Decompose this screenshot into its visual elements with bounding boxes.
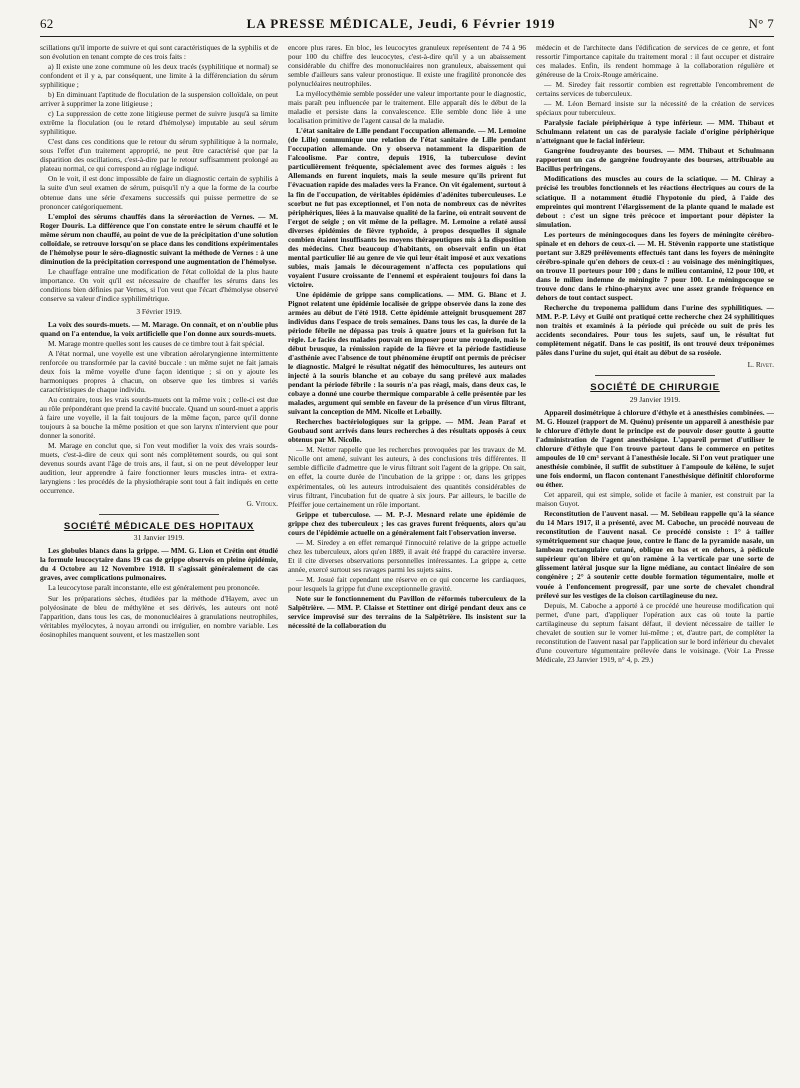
paragraph: Le chauffage entraîne une modification de l'état colloïdal de la plus haute importance. On voit qu'il est nécessaire de chauffer les sérums dans les conditions bien définies par Vernes, si l'on veut que l'écart d'hémolyse observé conserve sa valeur d'indice syphilimétrique. [40,266,278,303]
column-3 [536,43,774,1088]
paragraph: a) Il existe une zone commune où les deux tracés (syphilitique et normal) se confondent et il y a, par conséquent, une limite à la différenciation du sérum syphilitique ; [40,62,278,90]
paragraph: Cet appareil, qui est simple, solide et facile à manier, est construit par la maison Guyot. [536,490,774,509]
page-number: 62 [40,16,54,31]
article-paragraph: L'état sanitaire de Lille pendant l'occupation allemande. — M. Lemoine (de Lille) communique une relation de l'état sanitaire de Lille pendant l'occupation allemande. On y observa notamment la disparition de l'alcoolisme. Par contre, depuis 1916, la tuberculose devint particulièrement fréquente, spécialement avec des formes aiguës : les Allemands en furent inquiets, mais la seule mesure qu'ils prirent fut l'évacuation rapide des malades vers la France. On vit également, surtout à la fin de l'occupation, de véritables épidémies d'adénites tuberculeuses. Le scorbut ne fut pas exceptionnel, et l'on nota de nombreux cas de névrites périphériques, liées à la mauvaise qualité de la farine, où entrait souvent de l'ergot de seigle ; on vit même de la pellagre. M. Lemoine a relaté aussi diverses épidémies de fièvre typhoïde, à propos desquelles il signale combien étaient insuffisants les moyens thérapeutiques mis à la disposition des médecins. Chez beaucoup d'habitants, on observait enfin un état mental particulier lié au genre de vie qui leur était imposé et aux vexations subies, mais jamais le découragement n'affecta ces populations qui voyaient l'usure croissante de l'ennemi et espéraient toujours foi dans la victoire. [288,126,526,289]
paragraph: scillations qu'il importe de suivre et qui sont caractéristiques de la syphilis et de son évolution en tenant compte de ces trois faits : [40,43,278,62]
page-header [40,16,774,37]
signature: L. Rivet. [747,360,774,370]
paragraph: M. Marage en conclut que, si l'on veut modifier la voix des vrais sourds-muets, c'est-à-dire de ceux qui sont nés complètement sourds, ou qui sont devenus sourds avant l'âge de trois ans, il faut, si on ne peut développer leur audition, leur apprendre à faire fonctionner leurs muscles intra- et extra-laryngiens : les procédés de la physiothérapie sont tout à fait indiqués en cette occurrence. [40,441,278,496]
paragraph: — M. Josué fait cependant une réserve en ce qui concerne les cardiaques, pour lesquels la grippe fut d'une exceptionnelle gravité. [288,574,526,593]
article-paragraph: Paralysie faciale périphérique à type inférieur. — MM. Thibaut et Schulmann relatent un cas de paralysie faciale d'origine périphérique n'atteignant que le facial inférieur. [536,118,774,146]
paragraph: — M. Netter rappelle que les recherches provoquées par les travaux de M. Nicolle ont amené, suivant les auteurs, à des conclusions très différentes. Il semble difficile d'admettre que le virus filtrant soit l'agent de la grippe. On sait, en effet, la courte durée de l'incubation de la grippe : or, dans les grippes expérimentales, où les auteurs introduisaient des quantités considérables de virus filtrant, l'incubation fut de quatre à six jours. Par ailleurs, le bacille de Pfeiffer joue certainement un rôle important. [288,445,526,509]
paragraph: M. Marage montre quelles sont les causes de ce timbre tout à fait spécial. [48,338,265,348]
article-paragraph: Reconstitution de l'auvent nasal. — M. Sebileau rappelle qu'à la séance du 14 Mars 1917, il a présenté, avec M. Caboche, un procédé nouveau de reconstitution de l'auvent nasal. Ce procédé consiste : 1° à tailler symétriquement sur chaque joue, contre le flanc de la pyramide nasale, un lambeau rectangulaire cutané, oblique en bas et en dehors, à pédicule supérieur qu'on libère et qu'on ramène à la verticale par une sorte de glissement latéral jusque sur la ligne médiane, au contact linéaire de son congénère ; 2° à soutenir cette double formation tégumentaire, molle et vouée à l'enfoncement progressif, par une sorte de chevalet chondral prélevé sur les vestiges de la cloison cartilagineuse du nez. [536,509,774,600]
article-paragraph: La voix des sourds-muets. — M. Marage. On connaît, et on n'oublie plus quand on l'a entendue, la voix artificielle que l'on donne aux sourds-muets. [40,319,278,338]
section-title: SOCIÉTÉ MÉDICALE DES HOPITAUX [63,520,255,532]
article-paragraph: Appareil dosimétrique à chlorure d'éthyle et à anesthésies combinées. — M. G. Houzel (rapport de M. Quénu) présente un appareil à anesthésie par le chlorure d'éthyle dont le principe est de pouvoir doser goutte à goutte l'administration de l'agent anesthésique. L'appareil permet d'utiliser le chlorure d'éthyle que l'on trouve partout dans le commerce en petites ampoules de 10 cm³ servant à l'anesthésie locale. Si l'on veut pratiquer une anesthésie combinée, il suffit de substituer à l'ampoule de kélène, le sujet une fois endormi, un flacon contenant l'anesthésique définitif chloroforme ou éther. [536,407,774,490]
divider [595,375,715,376]
signature: G. Vitoux. [246,498,278,508]
paragraph: Au contraire, tous les vrais sourds-muets ont la même voix ; celle-ci est due au rôle prépondérant que prend la cavité buccale. Quand un sourd-muet a appris à faire une voyelle, il la fait toujours de la même façon, parce qu'il donne toujours à sa bouche la même position et que son larynx n'intervient que pour donner la sonorité. [40,395,278,441]
paragraph: — M. Léon Bernard insiste sur la nécessité de la création de services spéciaux pour tuberculeux. [536,99,774,118]
section-title: SOCIÉTÉ DE CHIRURGIE [590,382,720,394]
paragraph: A l'état normal, une voyelle est une vibration aérolaryngienne intermittente renforcée ou transformée par la cavité buccale : un même sujet ne fait jamais deux fois la même voyelle d'une façon identique ; si on y ajoute les harmoniques propres à chacun, on observe que les timbres si variés caractéristiques de chaque individu. [40,349,278,395]
issue-number: N° 7 [748,16,774,31]
paragraph: La myélocythémie semble posséder une valeur importante pour le diagnostic, mais paraît peu influencée par le traitement. Elle apparaît dès le début de la maladie et persiste dans la convalescence. Elle semble donc liée à une localisation primitive de l'agent causal de la maladie. [288,89,526,126]
article-paragraph: Les porteurs de méningocoques dans les foyers de méningite cérébro-spinale et en dehors de ceux-ci. — M. H. Stévenin rapporte une statistique portant sur 3.829 prélèvements effectués tant dans les foyers de méningite cérébro-spinale qu'en dehors de ceux-ci : au voisinage des méningitiques, on trouve 11 porteurs pour 100 ; dans le milieu contaminé, 12 pour 100, et dans le milieu indemne de méningite 7 pour 100. Le méningocoque se trouve donc dans le rhino-pharynx avec une assez grande fréquence en dehors de tout contact suspect. [536,229,774,302]
paragraph: — M. Siredey fait ressortir combien est regrettable l'encombrement de certains services de tuberculeux. [536,80,774,99]
column-1 [40,43,278,1088]
journal-title-date: LA PRESSE MÉDICALE, Jeudi, 6 Février 1919 [246,16,556,31]
paragraph: — M. Siredey a en effet remarqué l'innocuité relative de la grippe actuelle chez les tuberculeux, alors qu'en 1889, il avait été frappé du caractère inverse. Et il cite diverses observations personnelles intéressantes. La grippe a, cette année, exercé surtout ses ravages parmi les sujets sains. [288,537,526,574]
columns [40,43,774,1088]
paragraph: b) En diminuant l'aptitude de floculation de la suspension colloïdale, on peut arriver à supprimer la zone litigieuse ; [40,90,278,109]
article-paragraph: Gangrène foudroyante des bourses. — MM. Thibaut et Schulmann rapportent un cas de gangrène foudroyante des bourses, attribuable au Bacillus perfringens. [536,146,774,174]
column-2 [288,43,526,1088]
article-paragraph: Recherches bactériologiques sur la grippe. — MM. Jean Paraf et Goubaud sont arrivés dans leurs recherches à des résultats opposés à ceux obtenus par M. Nicolle. [288,417,526,445]
article-paragraph: Note sur le fonctionnement du Pavillon de réformés tuberculeux de la Salpêtrière. — MM. P. Claisse et Stettiner ont dirigé pendant deux ans ce service improvisé sur des terrains de la Salpêtrière. Ils insistent sur la nécessité de la collaboration du [288,593,526,630]
paragraph: Sur les préparations sèches, étudiées par la méthode d'Hayem, avec un polyéosinate de bleu de méthylène et ses dérivés, les auteurs ont noté l'apparition, dans tous les cas, de mononucléaires à granulations neutrophiles, véritables myélocytes, à noyau arrondi ou irrégulier, en nombre variable. Les éosinophiles manquent souvent, et les mastzellen sont [40,593,278,639]
paragraph: C'est dans ces conditions que le retour du sérum syphilitique à la normale, sous l'effet d'un traitement approprié, ne peut être caractérisé que par la disparition des oscillations, c'est-à-dire par le retour suffisamment prolongé au plateau normal, ce qui correspond au réglage indiqué. [40,137,278,174]
paragraph: c) La suppression de cette zone litigieuse permet de suivre jusqu'à sa limite extrême la floculation (ou le retard d'hémolyse) imputable au seul sérum syphilitique. [40,109,278,137]
article-paragraph: L'emploi des sérums chauffés dans la séroréaction de Vernes. — M. Roger Douris. La différence que l'on constate entre le sérum chauffé et le même sérum non chauffé, au point de vue de la précipitation d'une solution colloïdale, se retrouve lorsqu'on se place dans les conditions expérimentales de l'hémolyse pour le séro-diagnostic suivant la méthode de Vernes : à une diminution de la précipitation correspond une augmentation de l'hémolyse. [40,211,278,266]
divider [99,514,219,515]
article-paragraph: Grippe et tuberculose. — M. P.-J. Mesnard relate une épidémie de grippe chez des tuberculeux ; les cas graves furent fréquents, alors qu'au cours de l'épidémie actuelle on a généralement fait l'observation inverse. [288,509,526,537]
paragraph: encore plus rares. En bloc, les leucocytes granuleux représentent de 74 à 96 pour 100 du chiffre des leucocytes, c'est-à-dire qu'il y a un abaissement considérable du chiffre des mononucléaires non granuleux, abaissement qui semble d'ailleurs sans valeur pronostique. Il existe une fragilité prononcée des polynucléaires neutrophiles. [288,43,526,89]
paragraph: médecin et de l'architecte dans l'édification de services de ce genre, et font ressortir l'importance capitale du traitement moral : il faut occuper et distraire ces malades. Enfin, ils rendent hommage à la collaboration régulière et généreuse de la Croix-Rouge américaine. [536,43,774,80]
article-paragraph: Modifications des muscles au cours de la sciatique. — M. Chiray a précisé les troubles fonctionnels et les réactions électriques au cours de la sciatique. Il a notamment étudié l'hypotonie du pied, à l'aide des empreintes qui montrent l'élargissement de la plante quand le malade est debout : c'est un signe très précoce et important pour dépister la simulation. [536,174,774,229]
section-date: 31 Janvier 1919. [133,533,185,543]
paragraph: Depuis, M. Caboche a apporté à ce procédé une heureuse modification qui permet, d'une part, d'appliquer l'opération aux cas où toute la partie cartilagineuse du septum faisant défaut, il devient nécessaire de tailler le chevalet de soutien sur le vomer lui-même ; et, d'autre part, de compléter la reconstitution de l'auvent nasal par l'application sur le bord inférieur du chevalet d'une couverture tégumentaire prélevée dans le voisinage. (Voir La Presse Médicale, 23 Janvier 1919, n° 4, p. 29.) [536,600,774,664]
paragraph: La leucocytose paraît inconstante, elle est généralement peu prononcée. [48,583,260,593]
paragraph: On le voit, il est donc impossible de faire un diagnostic certain de syphilis à la suite d'un seul examen de sérum, puisqu'il n'y a que la forme de la courbe obtenue dans une série d'examens successifs qui puisse permettre de se prononcer catégoriquement. [40,174,278,211]
session-date: 3 Février 1919. [136,306,182,316]
article-paragraph: Une épidémie de grippe sans complications. — MM. G. Blanc et J. Pignot relatent une épidémie localisée de grippe observée dans la zone des armées au début de l'été 1918. Cette épidémie atteignit brusquement 287 individus dans l'espace de trois semaines. Dans tous les cas, la durée de la période fébrile ne dépassa pas trois à quatre jours et la guérison fut la règle. Le faciès des malades pouvait en imposer pour une rougeole, mais le début brusque, la rémission rapide de la fièvre et la période fastidieuse d'asthénie avec l'absence de tout phénomène éruptif ont permis de préciser le diagnostic. Malgré le résultat négatif des hémocultures, les auteurs ont injecté à la souris blanche et au cobaye du sang prélevé aux malades pendant la période fébrile : la souris n'a pas réagi, mais, dans deux cas, le cobaye a donné une courbe thermique comparable à celle présentée par les malades, argument qui semble en faveur de la présence d'un virus filtrant, suivant la conception de MM. Nicolle et Lebailly. [288,289,526,417]
article-paragraph: Recherche du treponema pallidum dans l'urine des syphilitiques. — MM. P.-P. Lévy et Guilé ont pratiqué cette recherche chez 24 syphilitiques non traités et examinés à la période qui précède ou suit de près les accidents secondaires. Pour tous les sujets, sauf un, le résultat fut complètement négatif. Dans le cas positif, ils ont trouvé deux tréponèmes pâles dans l'urine du sujet, qui était au début de sa roséole. [536,302,774,358]
article-paragraph: Les globules blancs dans la grippe. — MM. G. Lion et Crétin ont étudié la formule leucocytaire dans 19 cas de grippe observés en pleine épidémie, du 4 Octobre au 12 Novembre 1918. Il s'agissait généralement de cas graves, avec complications pulmonaires. [40,546,278,583]
section-date: 29 Janvier 1919. [629,394,681,404]
